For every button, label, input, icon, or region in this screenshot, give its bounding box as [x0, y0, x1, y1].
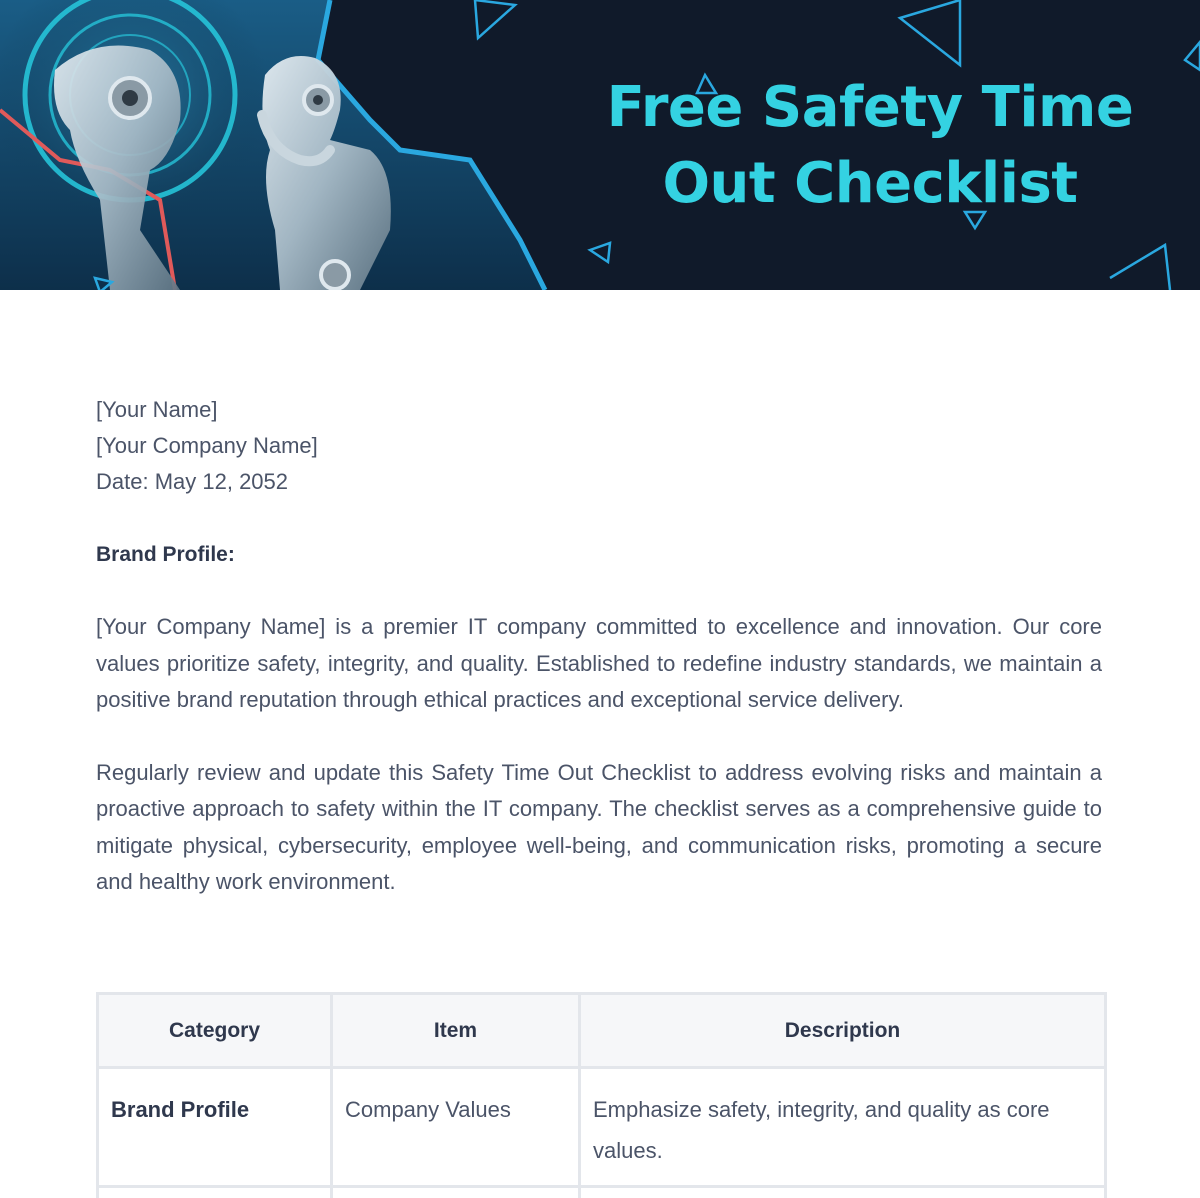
- column-header-category: Category: [98, 994, 332, 1068]
- checklist-intro-paragraph: Regularly review and update this Safety Time Out Checklist to address evolving risks and maintain a proactive approach to safety within the IT company. The checklist serves as a comprehensive guide to mitigate physical, cybersecurity, employee well-being, and communication risks, promoting a secure and healthy work environment.: [96, 759, 1102, 894]
- checklist-table: [96, 992, 1107, 1198]
- brand-profile-heading: Brand Profile:: [96, 543, 235, 566]
- title-line-2: Out Checklist: [662, 151, 1078, 216]
- sender-company: [Your Company Name]: [96, 433, 318, 458]
- document-date: Date: May 12, 2052: [96, 469, 289, 494]
- cell-item: [332, 1187, 580, 1198]
- sender-name: [Your Name]: [96, 397, 218, 422]
- page-title: [560, 70, 1180, 222]
- table-row: [98, 1187, 1106, 1198]
- column-header-item: Item: [332, 994, 580, 1068]
- document-body: [96, 392, 1102, 901]
- cell-description: [580, 1187, 1106, 1198]
- header-banner: [0, 0, 1200, 290]
- cell-category: Brand Profile: [98, 1068, 332, 1187]
- title-line-1: Free Safety Time: [606, 75, 1134, 140]
- cell-item: Company Values: [332, 1068, 580, 1187]
- table-row: [98, 1068, 1106, 1187]
- brand-profile-paragraph: [Your Company Name] is a premier IT company committed to excellence and innovation. Our core values prioritize safety, integrity, and quality. Established to redefine industry standards, we maintain a positive brand reputation through ethical practices and exceptional service delivery.: [96, 614, 1102, 712]
- cell-description: Emphasize safety, integrity, and quality as core values.: [580, 1068, 1106, 1187]
- table-header-row: [98, 994, 1106, 1068]
- cell-category: [98, 1187, 332, 1198]
- column-header-description: Description: [580, 994, 1106, 1068]
